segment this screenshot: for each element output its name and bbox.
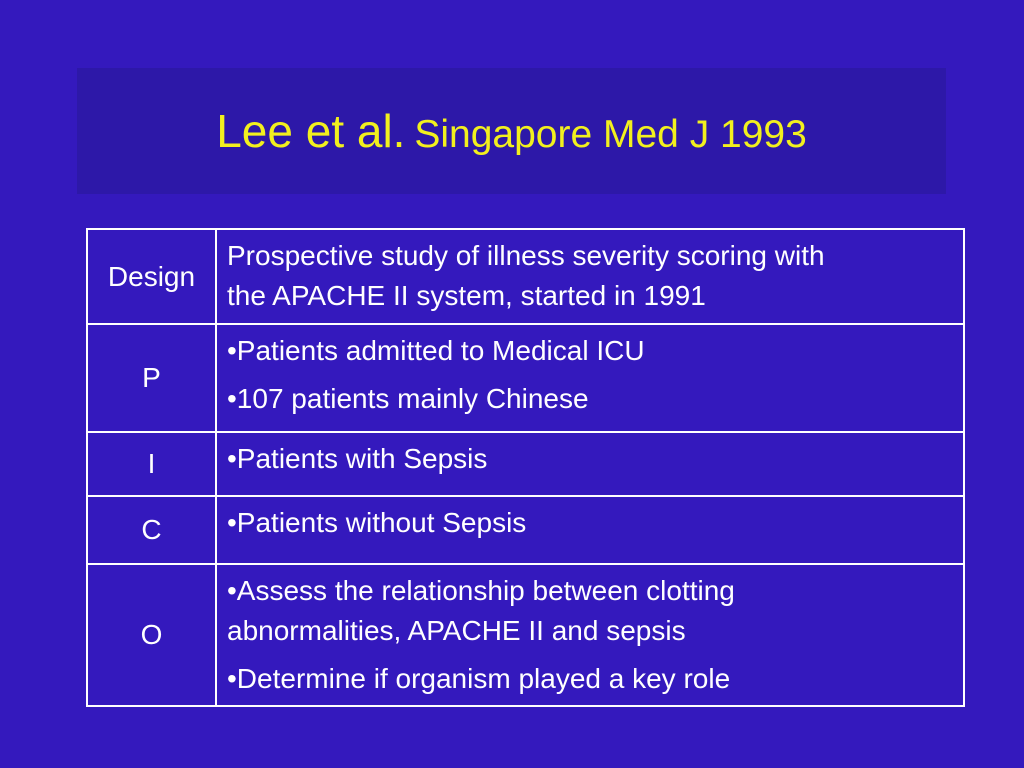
row-label-c: C xyxy=(87,496,216,564)
title-citation: Singapore Med J 1993 xyxy=(414,113,807,156)
table-row-comparison xyxy=(87,496,964,564)
intervention-bullet: •Patients with Sepsis xyxy=(227,443,488,474)
slide-title xyxy=(216,105,807,157)
population-bullet: •107 patients mainly Chinese xyxy=(227,383,589,414)
comparison-bullet: •Patients without Sepsis xyxy=(227,507,527,538)
table-row-intervention xyxy=(87,432,964,496)
row-content-outcome xyxy=(216,564,964,706)
row-content-intervention xyxy=(216,432,964,496)
table-row-population xyxy=(87,324,964,432)
population-bullet: •Patients admitted to Medical ICU xyxy=(227,335,645,366)
outcome-bullet-line: •Assess the relationship between clotting xyxy=(227,575,735,606)
outcome-bullet: •Determine if organism played a key role xyxy=(227,663,731,694)
design-text-line: the APACHE II system, started in 1991 xyxy=(227,280,706,311)
row-content-comparison xyxy=(216,496,964,564)
row-label-i: I xyxy=(87,432,216,496)
row-label-p: P xyxy=(87,324,216,432)
title-band xyxy=(77,68,946,194)
table-row-design xyxy=(87,229,964,324)
outcome-bullet xyxy=(227,571,959,651)
table-row-outcome xyxy=(87,564,964,706)
title-authors: Lee et al. xyxy=(216,105,406,157)
row-label-o: O xyxy=(87,564,216,706)
row-content-population xyxy=(216,324,964,432)
design-text-line: Prospective study of illness severity scoring with xyxy=(227,240,825,271)
outcome-bullet-line: abnormalities, APACHE II and sepsis xyxy=(227,615,686,646)
row-content-design xyxy=(216,229,964,324)
row-label-design: Design xyxy=(87,229,216,324)
pico-table xyxy=(86,228,965,707)
